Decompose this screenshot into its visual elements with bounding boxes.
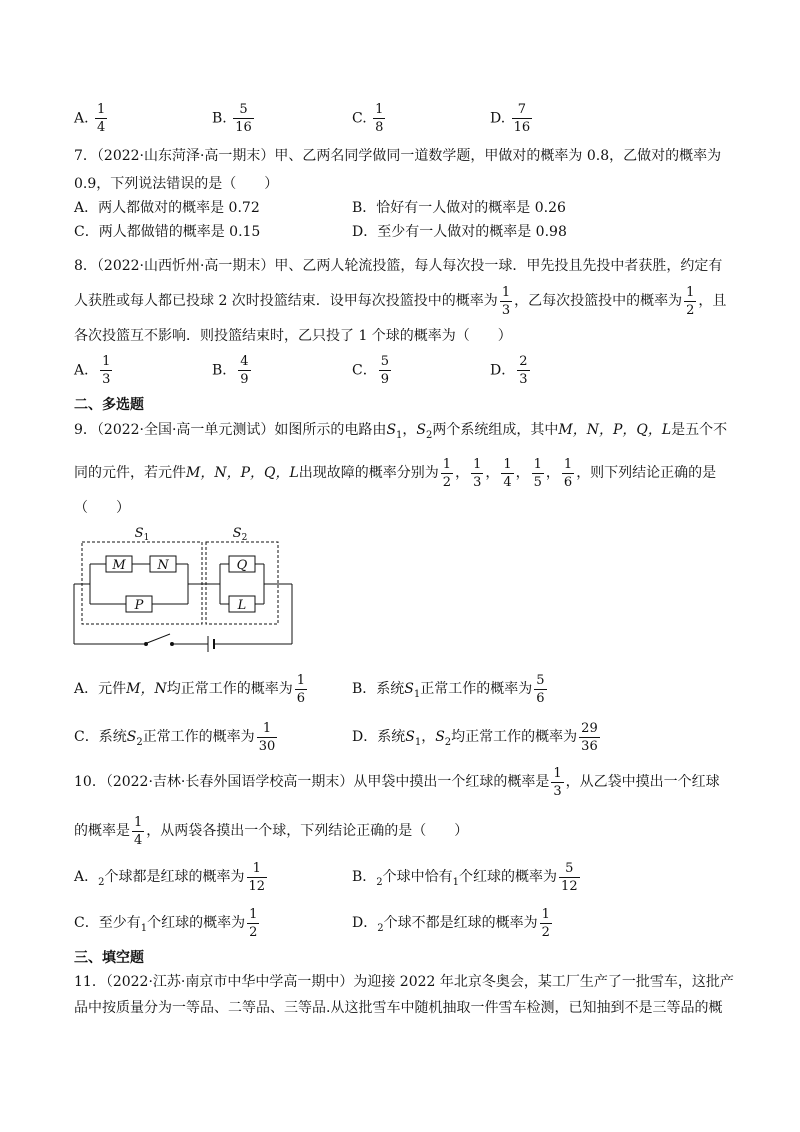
q9-option-d: D．系统$S_1$，$S_2$均正常工作的概率为 $\frac{29}{36}$ bbox=[352, 720, 598, 754]
q9-option-c: C．系统$S_2$正常工作的概率为 $\frac{1}{30}$ bbox=[74, 720, 276, 754]
label-m: M bbox=[112, 558, 126, 573]
q11-stem-line2: 品中按质量分为一等品、二等品、三等品.从这批雪车中随机抽取一件雪车检测，已知抽到不是三等品的概 bbox=[74, 1000, 723, 1016]
label-s2: $S_2$ bbox=[232, 526, 248, 543]
section-heading-multi-choice: 二、多选题 bbox=[74, 397, 144, 413]
label-s1: $S_1$ bbox=[134, 526, 150, 543]
q10-stem-line1: 10．（2022·吉林·长春外国语学校高一期末）从甲袋中摸出一个红球的概率是 $\frac{1}{3}$ ，从乙袋中摸出一个红球 bbox=[74, 765, 720, 799]
q6-option-b: B. $\frac{5}{16}$ bbox=[212, 102, 252, 135]
q11-stem-line1: 11．（2022·江苏·南京市中华中学高一期中）为迎接 2022 年北京冬奥会，某工厂生产了一批雪车，这批产 bbox=[74, 974, 734, 990]
q9-stem-line3: （ ） bbox=[74, 500, 130, 516]
q8-stem-line3: 各次投篮互不影响．则投篮结束时，乙只投了 1 个球的概率为（ ） bbox=[74, 328, 512, 344]
q8-option-c: C． $\frac{5}{9}$ bbox=[352, 354, 389, 387]
q8-stem-line1: 8．（2022·山西忻州·高一期末）甲、乙两人轮流投篮，每人每次投一球．甲先投且先投中者获胜，约定有 bbox=[74, 258, 723, 274]
label-l: L bbox=[237, 598, 247, 613]
q7-option-d: D．至少有一人做对的概率是 0.98 bbox=[352, 224, 567, 240]
q10-option-c: C．至少有$_1$个红球的概率为 $\frac{1}{2}$ bbox=[74, 906, 258, 940]
q9-option-a: A．元件M，N均正常工作的概率为 $\frac{1}{6}$ bbox=[74, 672, 305, 706]
section-heading-fill-in: 三、填空题 bbox=[74, 950, 144, 966]
q8-option-b: B． $\frac{4}{9}$ bbox=[212, 354, 249, 387]
q7-stem-line2: 0.9，下列说法错误的是（ ） bbox=[74, 176, 279, 192]
q8-option-d: D． $\frac{2}{3}$ bbox=[490, 354, 528, 387]
q10-option-a: A．$_2$个球都是红球的概率为 $\frac{1}{12}$ bbox=[74, 860, 266, 894]
switch-lever bbox=[147, 634, 170, 643]
q9-stem-line1: 9．（2022·全国·高一单元测试）如图所示的电路由$S_1$，$S_2$两个系统组成，其中M，N，P，Q，L是五个不 bbox=[74, 422, 728, 441]
label-n: N bbox=[157, 558, 169, 573]
switch-contact bbox=[171, 643, 174, 646]
q7-option-a: A．两人都做对的概率是 0.72 bbox=[74, 200, 260, 216]
q6-option-a: A. $\frac{1}{4}$ bbox=[74, 102, 106, 135]
q9-stem-line2: 同的元件，若元件M，N，P，Q，L出现故障的概率分别为 $\frac{1}{2}$ ， $\frac{1}{3}$ ， $\frac{1}{4}$ ， $\frac{1}{5}$ ， $\frac{1}{6}$ ，则下列结论正确的是 bbox=[74, 456, 717, 490]
q6-option-c: C. $\frac{1}{8}$ bbox=[352, 102, 384, 135]
q9-option-b: B．系统$S_1$正常工作的概率为 $\frac{5}{6}$ bbox=[352, 672, 545, 706]
q6-option-d: D. $\frac{7}{16}$ bbox=[490, 102, 531, 135]
q7-option-b: B．恰好有一人做对的概率是 0.26 bbox=[352, 200, 566, 216]
q10-stem-line2: 的概率是 $\frac{1}{4}$ ，从两袋各摸出一个球，下列结论正确的是（ ） bbox=[74, 814, 469, 848]
circuit-diagram bbox=[70, 526, 300, 652]
q8-stem-line2: 人获胜或每人都已投球 2 次时投篮结束．设甲每次投篮投中的概率为 $\frac{1}{3}$ ，乙每次投篮投中的概率为 $\frac{1}{2}$ ，且 bbox=[74, 284, 727, 318]
q10-option-d: D．$_2$个球不都是红球的概率为 $\frac{1}{2}$ bbox=[352, 906, 550, 940]
q7-option-c: C．两人都做错的概率是 0.15 bbox=[74, 224, 261, 240]
q7-stem-line1: 7．（2022·山东菏泽·高一期末）甲、乙两名同学做同一道数学题，甲做对的概率为 0.8，乙做对的概率为 bbox=[74, 148, 722, 164]
q10-option-b: B．$_2$个球中恰有$_1$个红球的概率为 $\frac{5}{12}$ bbox=[352, 860, 578, 894]
label-q: Q bbox=[236, 558, 248, 573]
label-p: P bbox=[134, 598, 144, 613]
q8-option-a: A． $\frac{1}{3}$ bbox=[74, 354, 111, 387]
